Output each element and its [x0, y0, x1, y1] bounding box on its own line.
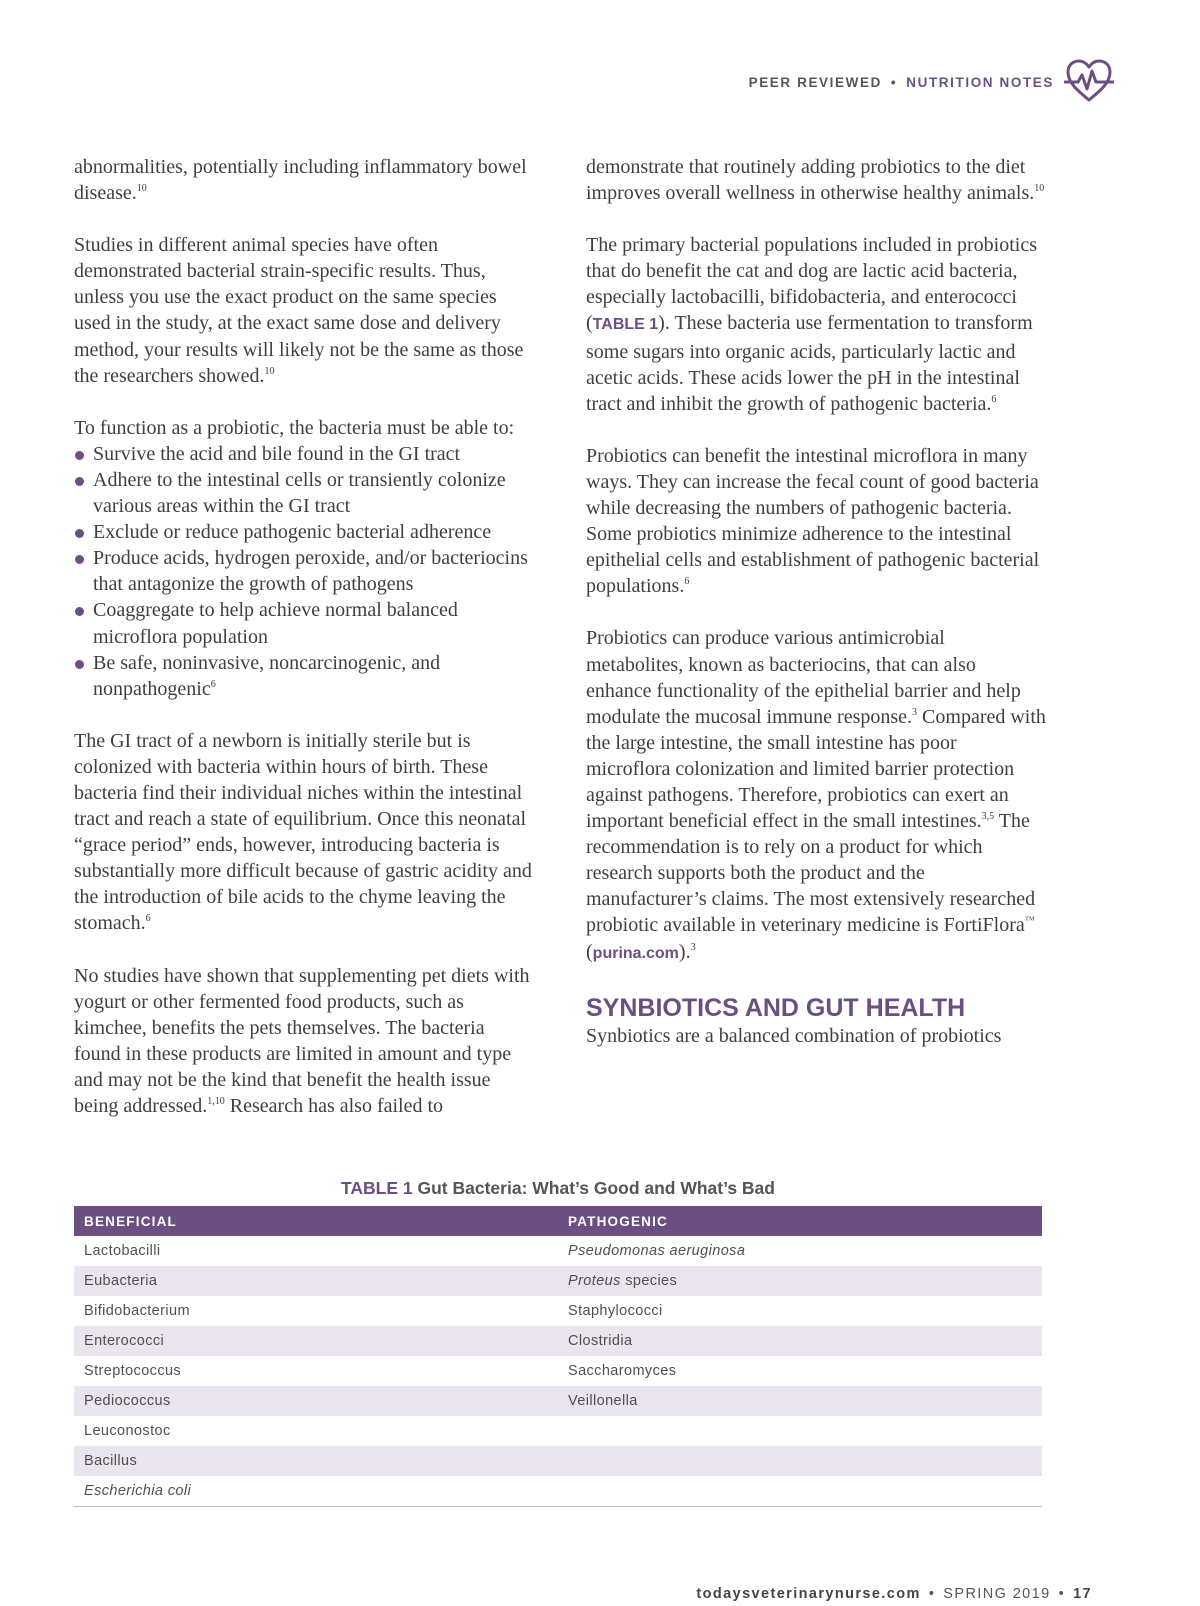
paragraph: abnormalities, potentially including inflammatory bowel disease.$^{10}$ — [74, 156, 527, 205]
pathogenic-cell: Clostridia — [558, 1326, 1042, 1356]
list-item: Be safe, noninvasive, noncarcinogenic, and nonpathogenic$^6$ — [74, 650, 534, 702]
beneficial-cell: Streptococcus — [84, 1363, 182, 1379]
table-row — [74, 1236, 1042, 1266]
table-row — [74, 1386, 1042, 1416]
list-item: Exclude or reduce pathogenic bacterial adherence — [74, 519, 534, 545]
pathogenic-cell — [558, 1476, 1042, 1507]
table-row — [74, 1356, 1042, 1386]
page-number: 17 — [1073, 1586, 1092, 1602]
probiotic-criteria-list — [74, 441, 534, 702]
paragraph: No studies have shown that supplementing pet diets with yogurt or other fermented food products, such as kimchee, benefits the pets themselves. The bacteria found in these products are limited in amount and type and may not be the kind that benefit the health issue being addressed.$^{1,10}$ Research has also failed to — [74, 964, 530, 1117]
paragraph: Studies in different animal species have often demonstrated bacterial strain-specific results. Thus, unless you use the exact product on the same species used in the study, at the exact same dose and delivery method, your results will likely not be the same as those the researchers showed.$^{10}$ — [74, 234, 524, 387]
peer-reviewed-label: PEER REVIEWED — [748, 75, 882, 90]
table-row — [74, 1326, 1042, 1356]
paragraph: demonstrate that routinely adding probiotics to the diet improves overall wellness in otherwise healthy animals.$^{10}$ — [586, 156, 1045, 205]
beneficial-cell: Bifidobacterium — [84, 1303, 190, 1319]
list-item: Survive the acid and bile found in the GI tract — [74, 441, 534, 467]
pathogenic-cell: Proteus species — [558, 1266, 1042, 1296]
purina-link[interactable]: purina.com — [592, 944, 679, 962]
header-separator: • — [890, 75, 898, 90]
paragraph: Probiotics can produce various antimicrobial metabolites, known as bacteriocins, that can also enhance functionality of the epithelial barrier and help modulate the mucosal immune response.$^3$ Compared with the large intestine, the small intestine has poor microflora colonization and limited barrier protection against pathogens. Therefore, probiotics can exert an important beneficial effect in the small intestines.$^{3,5}$ The recommendation is to rely on a product for which research supports both the product and the manufacturer’s claims. The most extensively researched probiotic available in veterinary medicine is FortiFlora™ (purina.com).$^3$ — [586, 627, 1046, 963]
column-header-beneficial: BENEFICIAL — [74, 1206, 558, 1236]
paragraph: Synbiotics are a balanced combination of probiotics — [586, 1024, 1002, 1047]
website-link[interactable]: todaysveterinarynurse.com — [696, 1586, 921, 1602]
table-label: TABLE 1 — [341, 1178, 413, 1198]
beneficial-cell: Enterococci — [74, 1326, 558, 1356]
section-heading: SYNBIOTICS AND GUT HEALTH — [586, 993, 966, 1022]
table-row — [74, 1296, 1042, 1326]
paragraph: The primary bacterial populations included in probiotics that do benefit the cat and dog are lactic acid bacteria, especially lactobacilli, bifidobacteria, and enterococci (TABLE 1). These bacteria use fermentation to transform some sugars into organic acids, particularly lactic and acetic acids. These acids lower the pH in the intestinal tract and inhibit the growth of pathogenic bacteria.$^6$ — [586, 234, 1037, 415]
paragraph: The GI tract of a newborn is initially sterile but is colonized with bacteria within hours of birth. These bacteria find their individual niches within the intestinal tract and reach a state of equilibrium. Once this neonatal “grace period” ends, however, introducing bacteria is substantially more difficult because of gastric acidity and the introduction of bile acids to the chyme leaving the stomach.$^6$ — [74, 729, 532, 935]
section-label: NUTRITION NOTES — [906, 75, 1054, 90]
heartbeat-icon — [1064, 58, 1114, 107]
footer-separator: • — [928, 1586, 936, 1602]
list-item: Produce acids, hydrogen peroxide, and/or bacteriocins that antagonize the growth of pathogens — [74, 545, 534, 597]
table-row — [74, 1266, 1042, 1296]
beneficial-cell: Bacillus — [74, 1446, 558, 1476]
beneficial-cell: Leuconostoc — [84, 1423, 171, 1439]
pathogenic-cell — [558, 1416, 1042, 1446]
paragraph: Probiotics can benefit the intestinal microflora in many ways. They can increase the fecal count of good bacteria while decreasing the numbers of pathogenic bacteria. Some probiotics minimize adherence to the intestinal epithelial cells and establishment of pathogenic bacterial populations.$^6$ — [586, 444, 1040, 598]
list-item: Adhere to the intestinal cells or transiently colonize various areas within the GI tract — [74, 467, 534, 519]
pathogenic-cell: Staphylococci — [568, 1303, 663, 1319]
probiotic-criteria-intro: To function as a probiotic, the bacteria must be able to: — [74, 416, 515, 439]
table-row — [74, 1446, 1042, 1476]
pathogenic-cell: Saccharomyces — [568, 1363, 677, 1379]
pathogenic-cell: Pseudomonas aeruginosa — [568, 1243, 746, 1259]
table-row — [74, 1416, 1042, 1446]
table-row — [74, 1476, 1042, 1507]
table-header-row — [74, 1206, 1042, 1236]
pathogenic-cell: Veillonella — [558, 1386, 1042, 1416]
footer-separator: • — [1058, 1586, 1066, 1602]
beneficial-cell: Eubacteria — [74, 1266, 558, 1296]
gut-bacteria-table — [74, 1206, 1042, 1507]
column-header-pathogenic: PATHOGENIC — [558, 1206, 1042, 1236]
left-column — [74, 154, 534, 1145]
pathogenic-cell — [558, 1446, 1042, 1476]
page-header — [749, 58, 1114, 107]
right-column — [586, 154, 1046, 1049]
beneficial-cell: Lactobacilli — [84, 1243, 161, 1259]
table-title: TABLE 1 Gut Bacteria: What’s Good and What’s Bad — [341, 1178, 775, 1198]
beneficial-cell: Escherichia coli — [74, 1476, 558, 1507]
beneficial-cell: Pediococcus — [74, 1386, 558, 1416]
table-1-link[interactable]: TABLE 1 — [592, 316, 659, 334]
list-item: Coaggregate to help achieve normal balanced microflora population — [74, 597, 534, 649]
page-footer — [696, 1586, 1092, 1602]
issue-label: SPRING 2019 — [943, 1586, 1051, 1602]
